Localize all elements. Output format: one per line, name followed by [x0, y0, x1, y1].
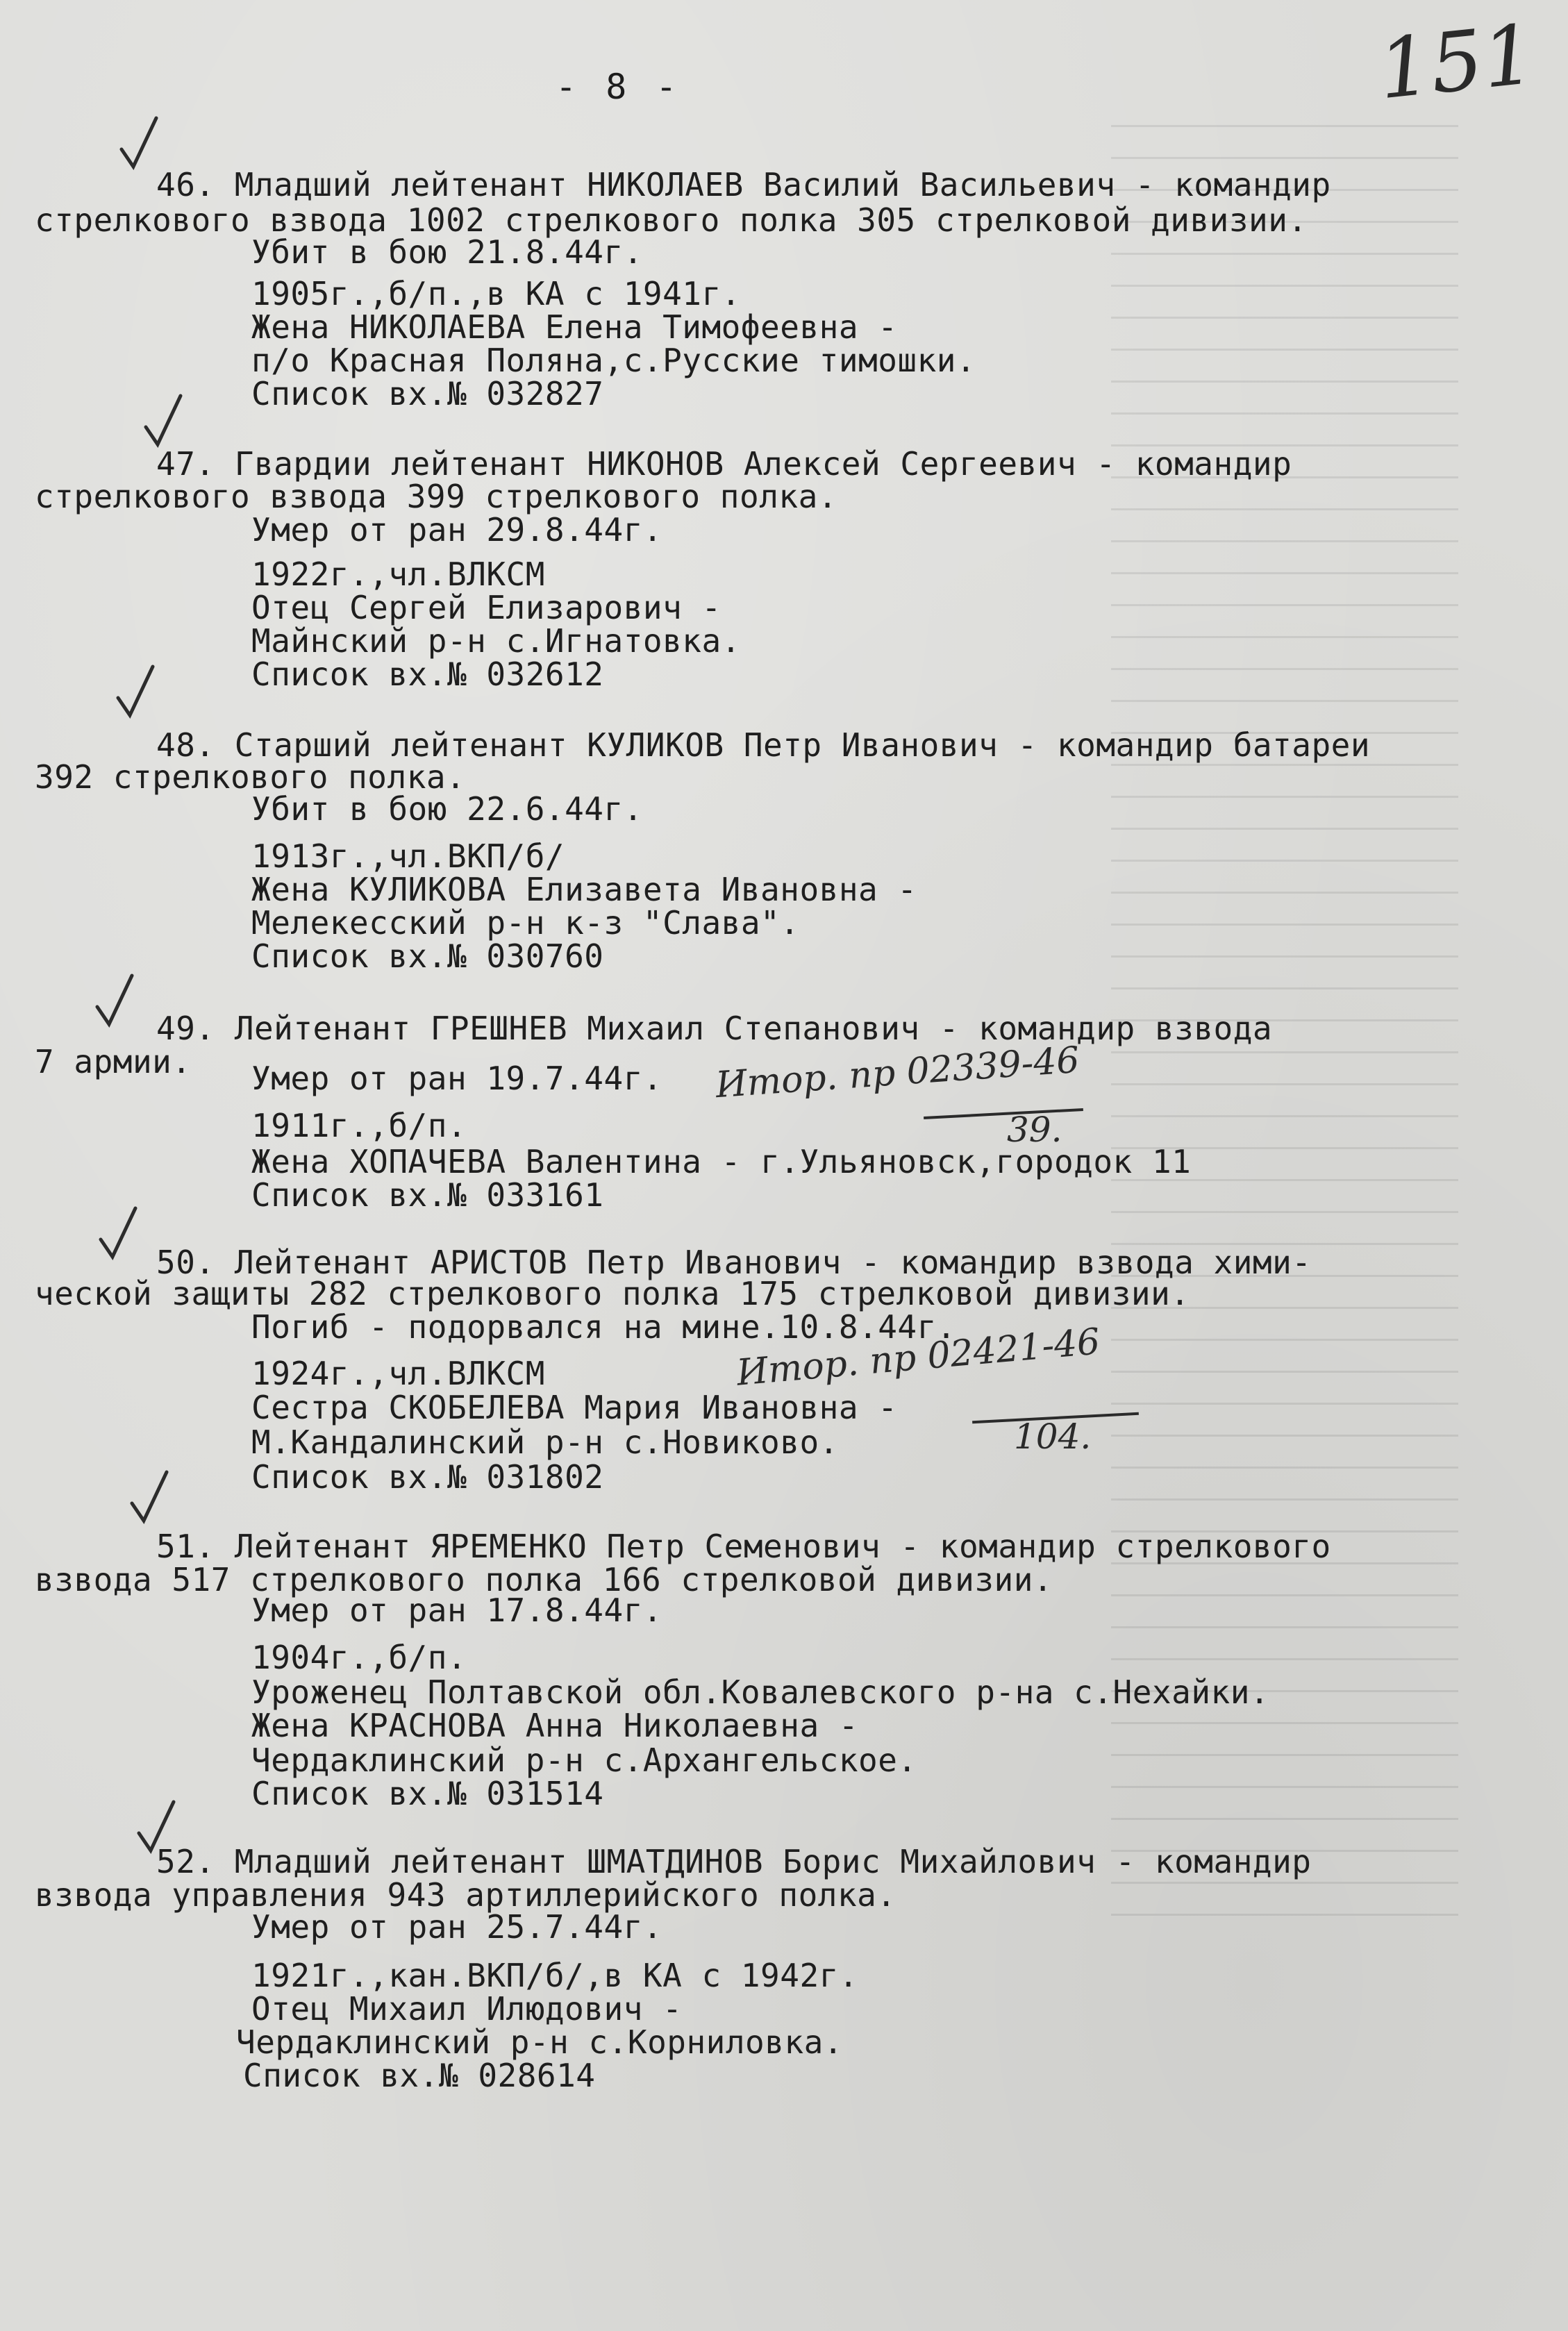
entry-header-continuation: взвода 517 стрелкового полка 166 стрелковой дивизии. [35, 1561, 1053, 1598]
entry-detail-line: Чердаклинский р-н с.Корниловка. [236, 2023, 844, 2061]
entry-death-line: Убит в бою 22.6.44г. [251, 790, 643, 828]
entry-detail-line: Жена КРАСНОВА Анна Николаевна - [251, 1707, 859, 1744]
entry-detail-line: Жена ХОПАЧЕВА Валентина - г.Ульяновск,городок 11 [251, 1143, 1192, 1180]
entry-detail-line: Уроженец Полтавской обл.Ковалевского р-на с.Нехайки. [251, 1673, 1270, 1711]
entry-detail-line: М.Кандалинский р-н с.Новиково. [251, 1423, 839, 1461]
entry-death-line: Умер от ран 17.8.44г. [251, 1591, 663, 1629]
entry-detail-line: 1922г.,чл.ВЛКСМ [251, 555, 545, 593]
entry-header-continuation: взвода управления 943 артиллерийского полка. [35, 1876, 896, 1914]
entry-detail-line: 1921г.,кан.ВКП/б/,в КА с 1942г. [251, 1957, 859, 1994]
entry-detail-line: Сестра СКОБЕЛЕВА Мария Ивановна - [251, 1389, 898, 1426]
entry-list-number: Список вх.№ 028614 [243, 2057, 596, 2094]
entry-header-line: 47. Гвардии лейтенант НИКОНОВ Алексей Сергеевич - командир [156, 445, 1292, 483]
entry-death-line: Умер от ран 19.7.44г. [251, 1060, 663, 1097]
checkmark-icon [118, 115, 160, 170]
handwritten-annotation: Итор. пр 02339-46 [714, 1039, 1081, 1107]
entry-header-line: 51. Лейтенант ЯРЕМЕНКО Петр Семенович - командир стрелкового [156, 1528, 1331, 1565]
archive-sheet-number: 151 [1374, 6, 1540, 118]
entry-header-line: 46. Младший лейтенант НИКОЛАЕВ Василий Васильевич - командир [156, 166, 1331, 203]
checkmark-icon [142, 392, 184, 448]
entry-list-number: Список вх.№ 032827 [251, 375, 604, 412]
entry-death-line: Погиб - подорвался на мине.10.8.44г. [251, 1308, 956, 1346]
handwritten-annotation: Итор. пр 02421-46 [735, 1321, 1102, 1394]
entry-detail-line: Отец Сергей Елизарович - [251, 589, 722, 626]
entry-header-continuation: 7 армии. [35, 1043, 192, 1080]
entry-list-number: Список вх.№ 031514 [251, 1775, 604, 1812]
checkmark-icon [115, 663, 156, 719]
entry-death-line: Умер от ран 29.8.44г. [251, 511, 663, 549]
entry-detail-line: Чердаклинский р-н с.Архангельское. [251, 1741, 917, 1779]
checkmark-icon [128, 1469, 170, 1524]
page-number: - 8 - [556, 67, 681, 107]
entry-detail-line: п/о Красная Поляна,с.Русские тимошки. [251, 342, 976, 379]
entry-header-continuation: стрелкового взвода 1002 стрелкового полка 305 стрелковой дивизии. [35, 201, 1308, 239]
entry-death-line: Убит в бою 21.8.44г. [251, 233, 643, 271]
entry-detail-line: Жена НИКОЛАЕВА Елена Тимофеевна - [251, 308, 898, 346]
entry-header-continuation: стрелкового взвода 399 стрелкового полка. [35, 478, 837, 515]
handwritten-annotation-denominator: 104. [1014, 1417, 1092, 1457]
checkmark-icon [97, 1205, 139, 1260]
entry-detail-line: 1924г.,чл.ВЛКСМ [251, 1355, 545, 1392]
entry-header-line: 50. Лейтенант АРИСТОВ Петр Иванович - командир взвода хими- [156, 1244, 1312, 1281]
checkmark-icon [94, 972, 135, 1028]
handwritten-annotation-denominator: 39. [1007, 1110, 1062, 1150]
entry-death-line: Умер от ран 25.7.44г. [251, 1908, 663, 1946]
entry-detail-line: 1911г.,б/п. [251, 1107, 467, 1144]
entry-list-number: Список вх.№ 032612 [251, 655, 604, 693]
entry-header-continuation: 392 стрелкового полка. [35, 758, 466, 796]
entry-detail-line: 1904г.,б/п. [251, 1639, 467, 1676]
entry-detail-line: 1905г.,б/п.,в КА с 1941г. [251, 275, 741, 312]
entry-detail-line: 1913г.,чл.ВКП/б/ [251, 837, 565, 875]
entry-header-line: 49. Лейтенант ГРЕШНЕВ Михаил Степанович - командир взвода [156, 1010, 1273, 1047]
entry-list-number: Список вх.№ 033161 [251, 1176, 604, 1214]
entry-detail-line: Майнский р-н с.Игнатовка. [251, 622, 741, 660]
entry-detail-line: Отец Михаил Илюдович - [251, 1990, 683, 2028]
entry-header-line: 52. Младший лейтенант ШМАТДИНОВ Борис Михайлович - командир [156, 1843, 1312, 1880]
entry-detail-line: Жена КУЛИКОВА Елизавета Ивановна - [251, 871, 917, 908]
entry-list-number: Список вх.№ 031802 [251, 1458, 604, 1496]
entry-detail-line: Мелекесский р-н к-з "Слава". [251, 904, 800, 942]
entry-list-number: Список вх.№ 030760 [251, 937, 604, 975]
entry-header-line: 48. Старший лейтенант КУЛИКОВ Петр Иванович - командир батареи [156, 726, 1371, 764]
entry-header-continuation: ческой защиты 282 стрелкового полка 175 стрелковой дивизии. [35, 1275, 1190, 1312]
